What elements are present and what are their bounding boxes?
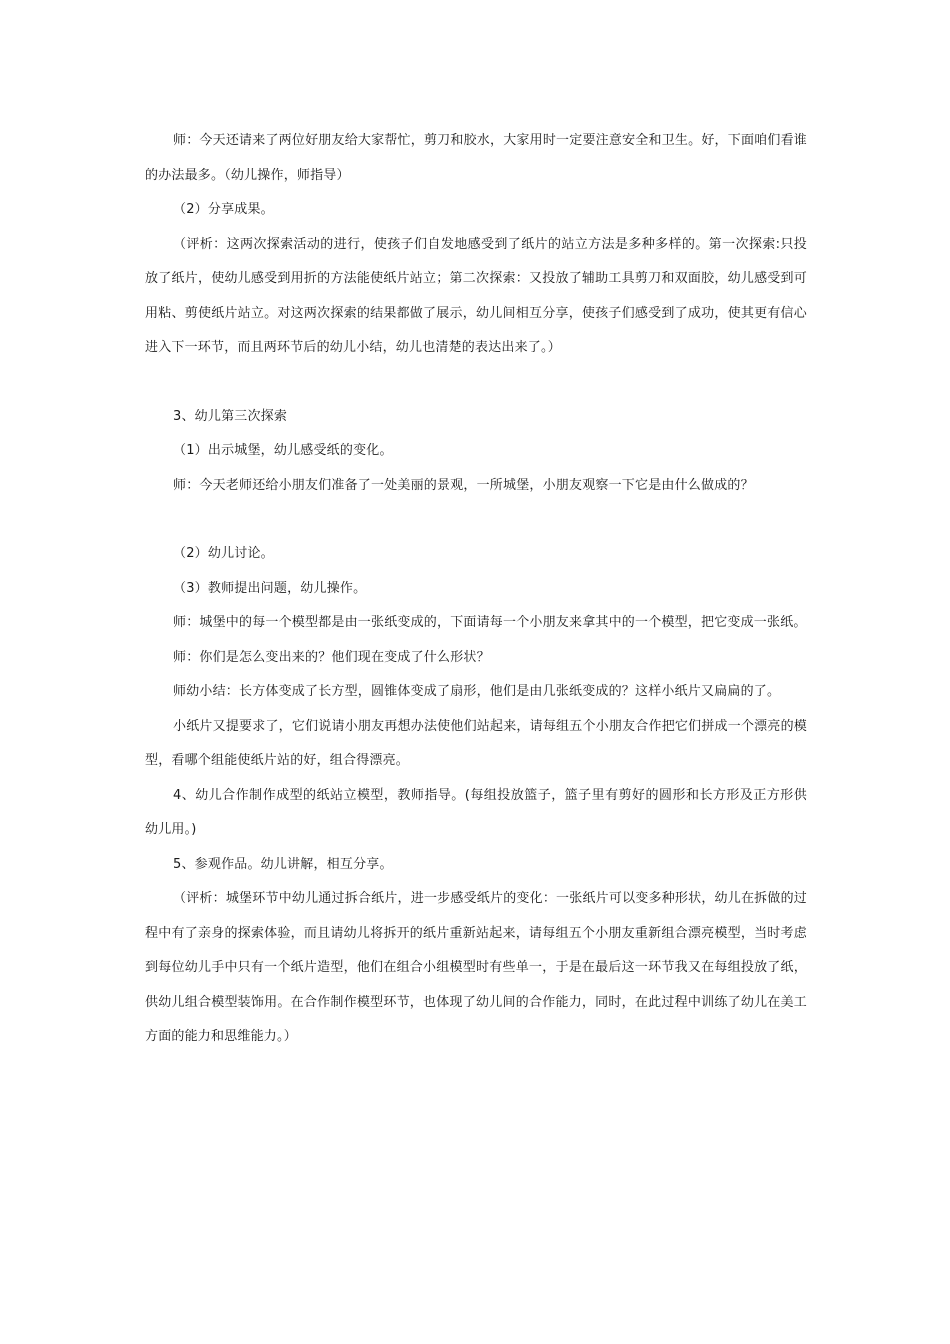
paragraph-discussion: （2）幼儿讨论。 <box>173 546 274 561</box>
section-heading-third-exploration: 3、幼儿第三次探索 <box>173 408 288 424</box>
document-body <box>145 124 807 1055</box>
paragraph-share-results: （2）分享成果。 <box>173 202 274 217</box>
paragraph-paper-request: 小纸片又提要求了，它们说请小朋友再想办法使他们站起来，请每组五个小朋友合作把它们拼成一个漂亮的模型，看哪个组能使纸片站的好，组合得漂亮。 <box>145 718 807 768</box>
section-heading-cooperation: 4、幼儿合作制作成型的纸站立模型，教师指导。(每组投放篮子，篮子里有剪好的圆形和长方形及正方形供幼儿用。) <box>145 787 807 837</box>
paragraph-teacher-ask: 师：你们是怎么变出来的？他们现在变成了什么形状？ <box>173 649 490 665</box>
paragraph-show-castle: （1）出示城堡，幼儿感受纸的变化。 <box>173 443 393 458</box>
paragraph-evaluation-2: （评析：城堡环节中幼儿通过拆合纸片，进一步感受纸片的变化：一张纸片可以变多种形状，幼儿在拆做的过程中有了亲身的探索体验，而且请幼儿将拆开的纸片重新站起来，请每组五个小朋友重新组合漂亮模型，当时考虑到每位幼儿手中只有一个纸片造型，他们在组合小组模型时有些单一，于是在最后这一环节我又在每组投放了纸，供幼儿组合模型装饰用。在合作制作模型环节，也体现了幼儿间的合作能力，同时，在此过程中训练了幼儿在美工方面的能力和思维能力。） <box>145 891 807 1044</box>
section-heading-visit-works: 5、参观作品。幼儿讲解，相互分享。 <box>173 856 393 872</box>
paragraph-evaluation-1: （评析：这两次探索活动的进行，使孩子们自发地感受到了纸片的站立方法是多种多样的。第一次探索:只投放了纸片，使幼儿感受到用折的方法能使纸片站立；第二次探索：又投放了辅助工具剪刀和双面胶，幼儿感受到可用粘、剪使纸片站立。对这两次探索的结果都做了展示，幼儿间相互分享，使孩子们感受到了成功，使其更有信心进入下一环节，而且两环节后的幼儿小结，幼儿也清楚的表达出来了。） <box>145 236 807 355</box>
paragraph-teacher-model: 师：城堡中的每一个模型都是由一张纸变成的，下面请每一个小朋友来拿其中的一个模型，把它变成一张纸。 <box>173 615 807 630</box>
paragraph-teacher-castle: 师：今天老师还给小朋友们准备了一处美丽的景观，一所城堡，小朋友观察一下它是由什么做成的？ <box>173 477 754 493</box>
blank-line <box>145 366 807 400</box>
paragraph-teacher-tools: 师：今天还请来了两位好朋友给大家帮忙，剪刀和胶水，大家用时一定要注意安全和卫生。好，下面咱们看谁的办法最多。（幼儿操作，师指导） <box>145 133 807 183</box>
paragraph-summary: 师幼小结：长方体变成了长方型，圆锥体变成了扇形，他们是由几张纸变成的？这样小纸片又扁扁的了。 <box>173 684 781 699</box>
blank-line <box>145 503 807 537</box>
paragraph-teacher-question: （3）教师提出问题，幼儿操作。 <box>173 580 367 596</box>
